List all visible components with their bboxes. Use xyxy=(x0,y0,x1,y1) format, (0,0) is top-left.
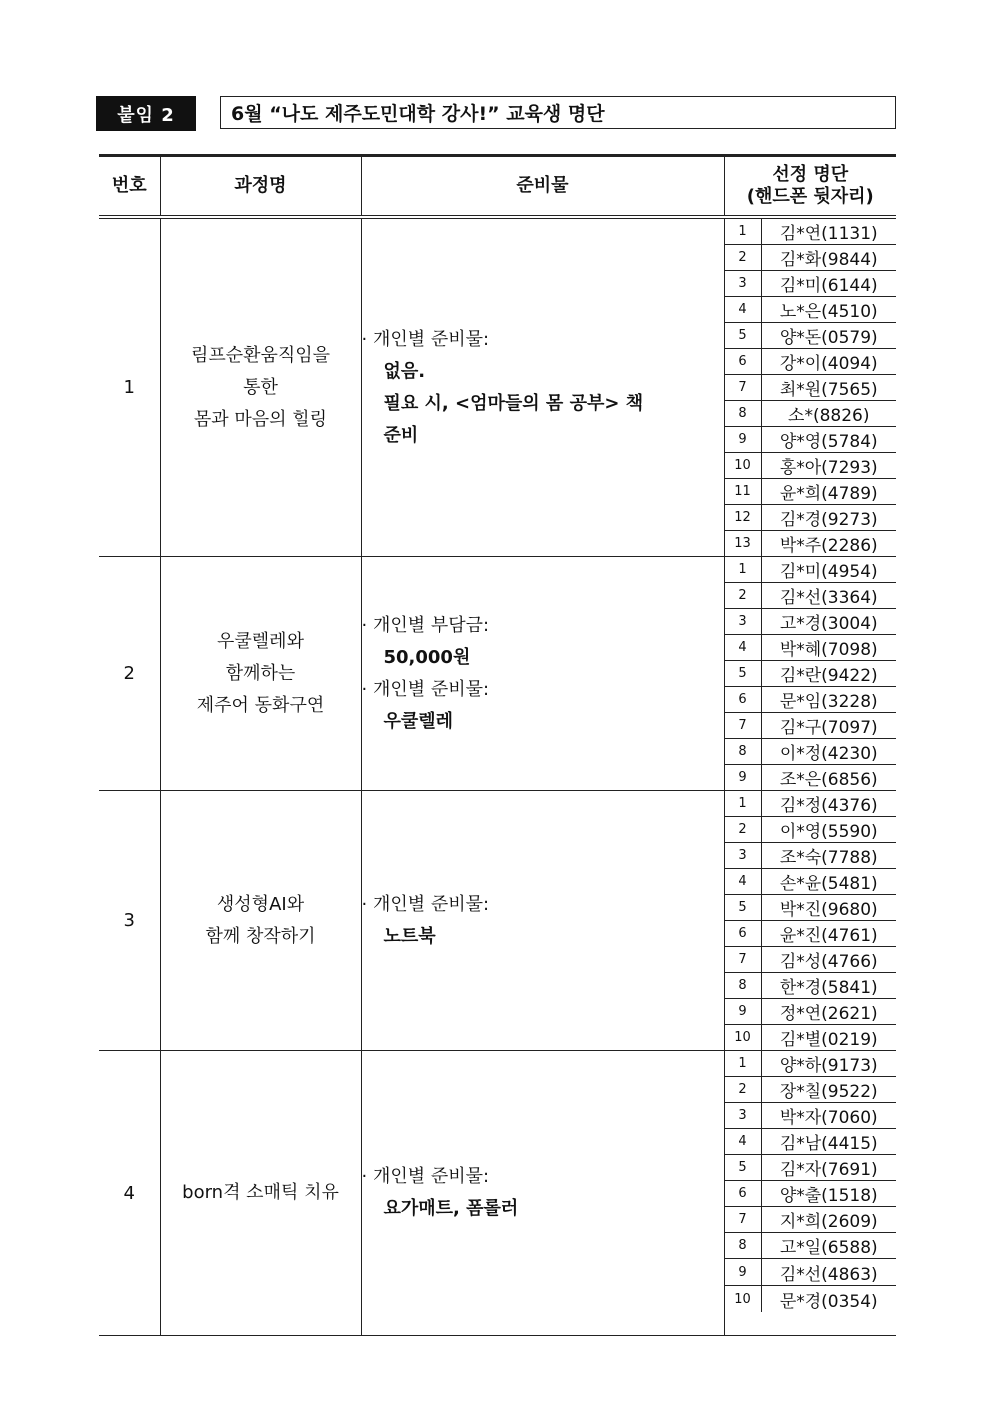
selected-name: 김*경(9273) xyxy=(761,505,896,531)
selected-name: 김*자(7691) xyxy=(761,1155,896,1181)
selected-name: 박*혜(7098) xyxy=(761,635,896,661)
list-item xyxy=(725,609,897,635)
selected-name: 지*희(2609) xyxy=(761,1207,896,1233)
list-index: 2 xyxy=(725,583,762,609)
prep-value: 노트북 xyxy=(383,925,436,947)
list-index: 7 xyxy=(725,1207,762,1233)
selected-name: 이*정(4230) xyxy=(761,739,896,765)
list-item xyxy=(725,531,897,557)
column-header-prep: 준비물 xyxy=(361,156,724,218)
selected-list xyxy=(725,791,897,1050)
selected-name: 장*칠(9522) xyxy=(761,1077,896,1103)
list-index: 4 xyxy=(725,297,762,323)
list-item xyxy=(725,999,897,1025)
list-item xyxy=(725,1207,897,1233)
selected-name: 김*연(1131) xyxy=(761,219,896,245)
list-item xyxy=(725,323,897,349)
prep-value: 우쿨렐레 xyxy=(383,710,454,732)
selected-name: 손*윤(5481) xyxy=(761,869,896,895)
selected-name: 문*경(0354) xyxy=(779,1291,878,1312)
list-item xyxy=(725,479,897,505)
selected-list-cell xyxy=(724,217,896,557)
list-item xyxy=(725,869,897,895)
list-item xyxy=(725,843,897,869)
list-index: 2 xyxy=(725,817,762,843)
selected-name: 박*주(2286) xyxy=(779,536,878,556)
list-index: 9 xyxy=(725,999,762,1025)
list-index: 5 xyxy=(725,1155,762,1181)
prep-label: · 개인별 준비물: xyxy=(361,1166,490,1187)
list-index: 9 xyxy=(725,765,762,791)
list-index: 8 xyxy=(725,401,762,427)
list-index: 9 xyxy=(725,427,762,453)
list-item xyxy=(725,661,897,687)
selected-name: 김*란(9422) xyxy=(761,661,896,687)
selected-name: 문*임(3228) xyxy=(761,687,896,713)
list-index: 7 xyxy=(725,713,762,739)
list-item xyxy=(725,1077,897,1103)
prep-label: · 개인별 부담금: xyxy=(361,614,490,636)
list-item xyxy=(725,713,897,739)
list-item xyxy=(725,1103,897,1129)
selected-name: 김*별(0219) xyxy=(779,1030,878,1050)
list-item xyxy=(725,401,897,427)
list-item xyxy=(725,1286,897,1313)
list-index: 8 xyxy=(725,739,762,765)
list-item xyxy=(725,297,897,323)
list-index: 10 xyxy=(725,1286,762,1313)
list-index: 8 xyxy=(725,973,762,999)
list-index: 6 xyxy=(725,687,762,713)
selected-name: 홍*아(7293) xyxy=(761,453,896,479)
selected-name: 김*화(9844) xyxy=(761,245,896,271)
course-name: 림프순환움직임을 통한 몸과 마음의 힐링 xyxy=(160,217,361,557)
course-name: 생성형AI와 함께 창작하기 xyxy=(160,791,361,1051)
list-item xyxy=(725,1129,897,1155)
list-index: 2 xyxy=(725,1077,762,1103)
selected-name: 김*구(7097) xyxy=(761,713,896,739)
list-item xyxy=(725,245,897,271)
row-number: 4 xyxy=(99,1051,160,1336)
list-index: 4 xyxy=(725,869,762,895)
list-index: 2 xyxy=(725,245,762,271)
selected-name: 박*자(7060) xyxy=(761,1103,896,1129)
table-header-row xyxy=(99,156,896,218)
list-item xyxy=(725,947,897,973)
course-name: born격 소매틱 치유 xyxy=(160,1051,361,1336)
table-row xyxy=(99,557,896,791)
selected-name: 양*출(1518) xyxy=(761,1181,896,1207)
list-item xyxy=(725,817,897,843)
preparation-cell xyxy=(361,217,724,557)
table-row xyxy=(99,1051,896,1336)
list-index: 6 xyxy=(725,349,762,375)
list-index: 1 xyxy=(725,1051,762,1077)
roster-body xyxy=(99,217,896,1336)
selected-list-cell xyxy=(724,1051,896,1336)
selected-name: 김*선(4863) xyxy=(761,1259,896,1286)
preparation-cell xyxy=(361,1051,724,1336)
selected-name: 김*선(3364) xyxy=(761,583,896,609)
selected-list xyxy=(725,1051,897,1312)
roster-table xyxy=(99,154,896,1336)
selected-name: 김*정(4376) xyxy=(761,791,896,817)
prep-value: 요가매트, 폼롤러 xyxy=(383,1198,519,1219)
selected-name: 소*(8826) xyxy=(761,401,896,427)
prep-label: · 개인별 준비물: xyxy=(361,678,490,700)
list-item xyxy=(725,973,897,999)
list-index: 12 xyxy=(725,505,762,531)
list-item xyxy=(725,1051,897,1077)
list-index: 7 xyxy=(725,375,762,401)
list-index: 1 xyxy=(725,219,762,245)
list-index: 11 xyxy=(725,479,762,505)
list-index: 5 xyxy=(725,661,762,687)
prep-label: · 개인별 준비물: xyxy=(361,893,490,915)
prep-value: 50,000원 xyxy=(383,646,471,668)
preparation-cell xyxy=(361,557,724,791)
list-index: 4 xyxy=(725,635,762,661)
list-index: 3 xyxy=(725,271,762,297)
column-header-num: 번호 xyxy=(99,156,160,218)
table-row xyxy=(99,217,896,557)
list-index: 13 xyxy=(725,531,762,557)
prep-value: 없음. 필요 시, <엄마들의 몸 공부> 책 준비 xyxy=(383,360,644,446)
selected-list-cell xyxy=(724,557,896,791)
selected-name: 조*숙(7788) xyxy=(761,843,896,869)
selected-name: 고*경(3004) xyxy=(761,609,896,635)
row-number: 1 xyxy=(99,217,160,557)
selected-name: 강*이(4094) xyxy=(761,349,896,375)
list-index: 3 xyxy=(725,1103,762,1129)
row-number: 2 xyxy=(99,557,160,791)
selected-name: 고*일(6588) xyxy=(761,1233,896,1259)
list-index: 5 xyxy=(725,323,762,349)
course-name: 우쿨렐레와 함께하는 제주어 동화구연 xyxy=(160,557,361,791)
list-item xyxy=(725,1155,897,1181)
selected-name: 김*성(4766) xyxy=(761,947,896,973)
list-item xyxy=(725,1259,897,1286)
selected-name: 윤*진(4761) xyxy=(761,921,896,947)
list-index: 3 xyxy=(725,609,762,635)
list-item xyxy=(725,739,897,765)
selected-list xyxy=(725,557,897,790)
selected-name: 양*돈(0579) xyxy=(761,323,896,349)
selected-list xyxy=(725,219,897,556)
list-index: 7 xyxy=(725,947,762,973)
list-item xyxy=(725,271,897,297)
attachment-badge: 붙임 2 xyxy=(96,96,196,131)
selected-name: 김*남(4415) xyxy=(761,1129,896,1155)
list-index: 4 xyxy=(725,1129,762,1155)
selected-name: 노*은(4510) xyxy=(761,297,896,323)
list-item xyxy=(725,557,897,583)
list-item xyxy=(725,635,897,661)
list-item xyxy=(725,1181,897,1207)
selected-name: 양*하(9173) xyxy=(761,1051,896,1077)
list-item xyxy=(725,1233,897,1259)
selected-name: 양*영(5784) xyxy=(761,427,896,453)
list-index: 9 xyxy=(725,1259,762,1286)
list-item xyxy=(725,1025,897,1051)
list-index: 8 xyxy=(725,1233,762,1259)
list-item xyxy=(725,687,897,713)
list-item xyxy=(725,895,897,921)
list-index: 1 xyxy=(725,791,762,817)
list-index: 3 xyxy=(725,843,762,869)
column-header-selected: 선정 명단 (핸드폰 뒷자리) xyxy=(724,156,896,218)
list-item xyxy=(725,921,897,947)
selected-name: 조*은(6856) xyxy=(779,770,878,790)
list-item xyxy=(725,505,897,531)
list-index: 10 xyxy=(725,453,762,479)
prep-label: · 개인별 준비물: xyxy=(361,328,490,350)
list-item xyxy=(725,453,897,479)
list-index: 1 xyxy=(725,557,762,583)
selected-name: 박*진(9680) xyxy=(761,895,896,921)
row-number: 3 xyxy=(99,791,160,1051)
selected-name: 이*영(5590) xyxy=(761,817,896,843)
list-item xyxy=(725,583,897,609)
list-item xyxy=(725,349,897,375)
list-index: 5 xyxy=(725,895,762,921)
selected-name: 김*미(6144) xyxy=(761,271,896,297)
list-index: 10 xyxy=(725,1025,762,1051)
selected-list-cell xyxy=(724,791,896,1051)
list-item xyxy=(725,219,897,245)
list-item xyxy=(725,791,897,817)
document-title: 6월 “나도 제주도민대학 강사!” 교육생 명단 xyxy=(220,96,896,129)
selected-name: 윤*희(4789) xyxy=(761,479,896,505)
list-item xyxy=(725,765,897,791)
selected-name: 김*미(4954) xyxy=(761,557,896,583)
selected-name: 정*연(2621) xyxy=(761,999,896,1025)
list-item xyxy=(725,375,897,401)
preparation-cell xyxy=(361,791,724,1051)
selected-name: 한*경(5841) xyxy=(761,973,896,999)
list-item xyxy=(725,427,897,453)
column-header-course: 과정명 xyxy=(160,156,361,218)
list-index: 6 xyxy=(725,921,762,947)
selected-name: 최*원(7565) xyxy=(761,375,896,401)
table-row xyxy=(99,791,896,1051)
list-index: 6 xyxy=(725,1181,762,1207)
